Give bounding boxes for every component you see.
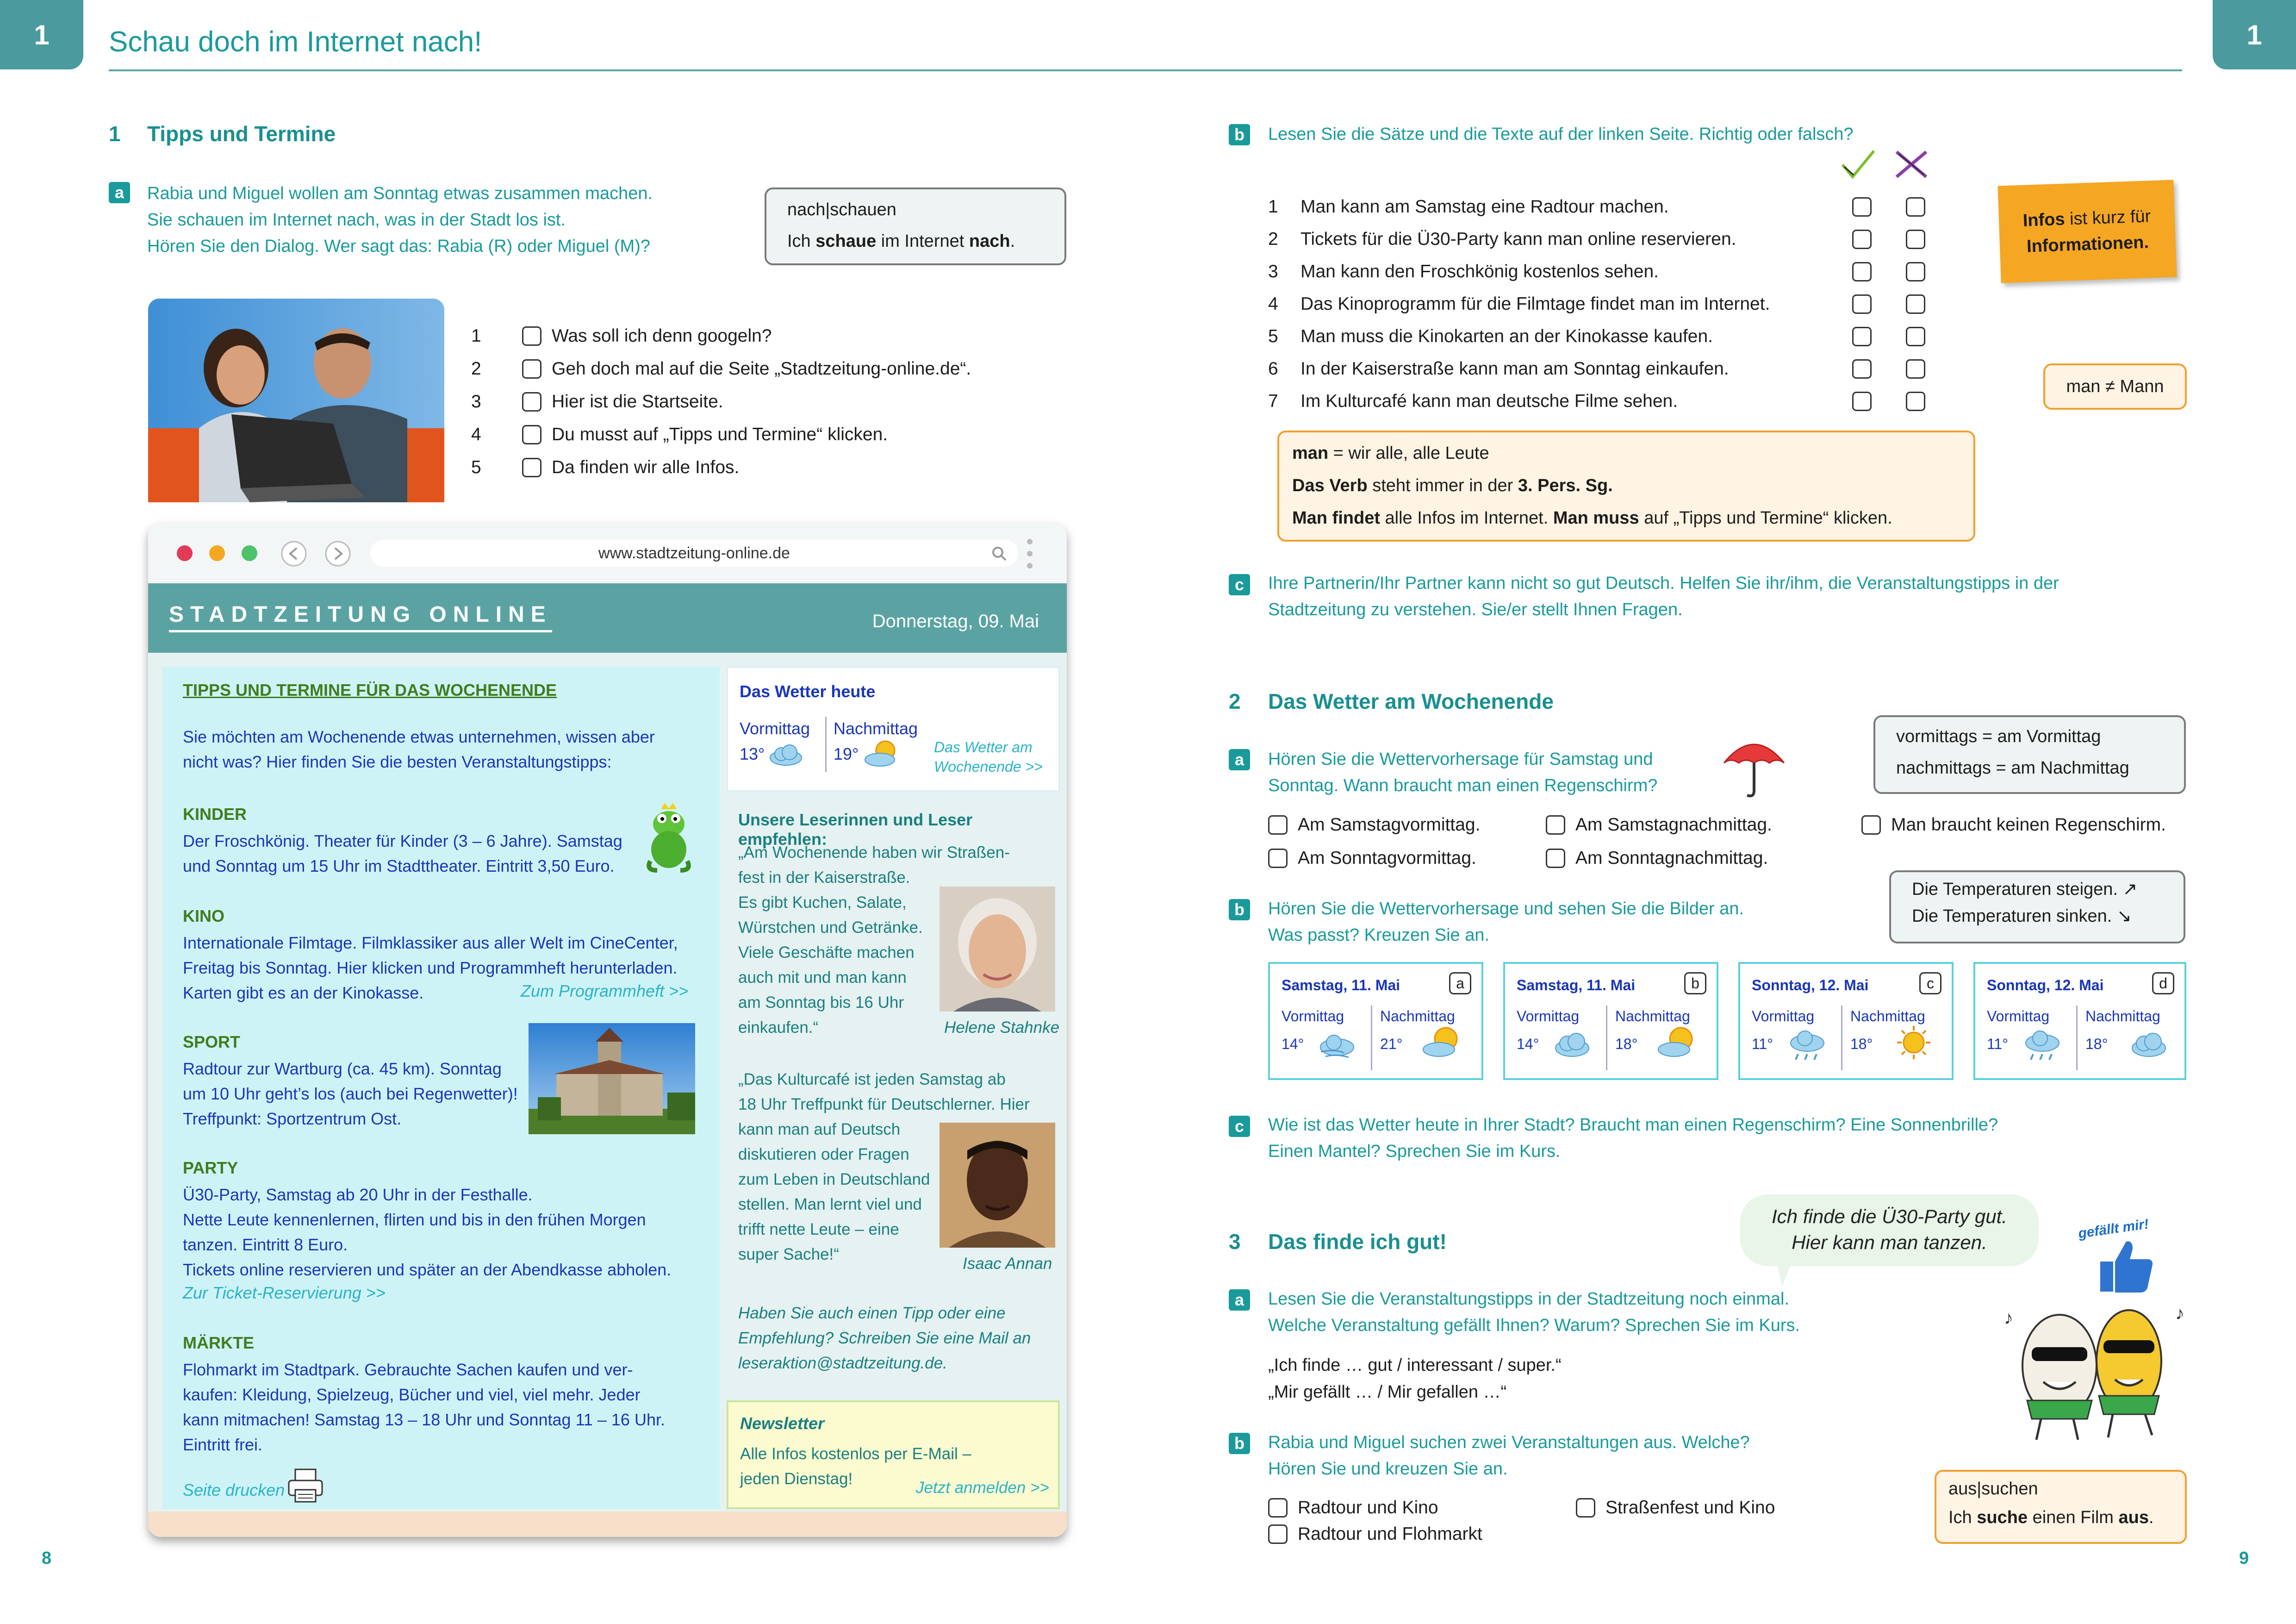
frog-king-icon xyxy=(643,801,694,875)
forecast-temp-morning: 11° xyxy=(1987,1036,2009,1052)
divider xyxy=(1371,1006,1372,1070)
option-samstagnachmittag: Am Samstagnachmittag. xyxy=(1546,815,1772,835)
forecast-card-d xyxy=(1973,962,2186,1080)
back-arrow-icon[interactable] xyxy=(280,541,308,567)
true-checkbox[interactable] xyxy=(1852,327,1872,346)
forecast-tag: b xyxy=(1684,972,1706,994)
task-2c-instruction: Wie ist das Wetter heute in Ihrer Stadt? Braucht man einen Regenschirm? Eine Sonnenbrille? Einen Mantel? Sprechen Sie im Kurs. xyxy=(1268,1115,1998,1161)
list-item: 3 Man kann den Froschkönig kostenlos sehen. xyxy=(1268,262,1925,282)
minimize-dot-icon[interactable] xyxy=(209,545,225,561)
printer-icon[interactable] xyxy=(287,1468,324,1505)
true-checkbox[interactable] xyxy=(1852,230,1872,249)
party-heading: PARTY xyxy=(183,1158,238,1177)
ticket-link[interactable]: Zur Ticket-Reservierung >> xyxy=(183,1283,386,1302)
forecast-card-b xyxy=(1503,962,1718,1080)
divider xyxy=(1606,1006,1607,1070)
section-2-title: Das Wetter am Wochenende xyxy=(1268,689,1554,713)
page-title: Schau doch im Internet nach! xyxy=(109,26,482,58)
chapter-badge-right: 1 xyxy=(2213,0,2296,69)
option-samstagvormittag: Am Samstagvormittag. xyxy=(1268,815,1480,835)
speech-bubble: Ich finde die Ü30-Party gut. Hier kann man tanzen. xyxy=(1740,1194,2039,1266)
checkbox[interactable] xyxy=(1268,1498,1288,1518)
forecast-temp-morning: 14° xyxy=(1517,1036,1539,1052)
task-label-3a: a xyxy=(1229,1289,1250,1311)
forecast-morning-label: Vormittag xyxy=(1517,1008,1580,1024)
forecast-tag: d xyxy=(2152,972,2174,994)
task-3a-instruction: Lesen Sie die Veranstaltungstipps in der Stadtzeitung noch einmal. Welche Veranstaltung gefällt Ihnen? Warum? Sprechen Sie im Kurs. xyxy=(1268,1289,1800,1335)
forecast-afternoon-label: Nachmittag xyxy=(1850,1008,1925,1024)
kinder-heading: KINDER xyxy=(183,805,247,824)
maerkte-text: Flohmarkt im Stadtpark. Gebrauchte Sachen kaufen und ver- kaufen: Kleidung, Spielzeug, Bücher und viel, viel mehr. Jeder kann mitmachen! Samstag 13 – 18 Uhr und Sonntag 11 – 16 Uhr. Eintritt frei. xyxy=(183,1360,665,1454)
checkbox[interactable] xyxy=(1268,815,1288,835)
forecast-morning-label: Vormittag xyxy=(1282,1008,1344,1024)
svg-text:♪: ♪ xyxy=(2175,1303,2184,1324)
print-link[interactable]: Seite drucken xyxy=(183,1480,285,1499)
list-item: 4 Das Kinoprogramm für die Filmtage findet man im Internet. xyxy=(1268,294,1925,314)
menu-dots-icon[interactable] xyxy=(1025,536,1034,573)
weekend-weather-link[interactable]: Das Wetter am Wochenende >> xyxy=(934,739,1043,775)
readers-heading: Unsere Leserinnen und Leser empfehlen: xyxy=(738,810,973,849)
checkbox[interactable] xyxy=(1861,815,1881,835)
weather-card xyxy=(727,667,1060,792)
maximize-dot-icon[interactable] xyxy=(242,545,257,561)
true-checkbox[interactable] xyxy=(1852,294,1872,314)
party-text: Ü30-Party, Samstag ab 20 Uhr in der Festhalle. Nette Leute kennenlernen, flirten und bis in den frühen Morgen tanzen. Eintritt 8 Euro. Tickets online reservieren und später an der Abendkasse abholen. xyxy=(183,1185,672,1279)
newsletter-card xyxy=(727,1400,1060,1509)
forecast-afternoon-label: Nachmittag xyxy=(2085,1008,2160,1024)
task-label-3b: b xyxy=(1229,1433,1250,1454)
option-radtour-flohmarkt: Radtour und Flohmarkt xyxy=(1268,1524,1482,1544)
kinder-text: Der Froschkönig. Theater für Kinder (3 – 6 Jahre). Samstag und Sonntag um 15 Uhr im Stadttheater. Eintritt 3,50 Euro. xyxy=(183,831,622,875)
list-item: 1 Was soll ich denn googeln? xyxy=(471,326,772,346)
newsletter-heading: Newsletter xyxy=(740,1414,825,1433)
task-1b-instruction: Lesen Sie die Sätze und die Texte auf der linken Seite. Richtig oder falsch? xyxy=(1268,125,1854,144)
option-sonntagnachmittag: Am Sonntagnachmittag. xyxy=(1546,848,1768,868)
tips-heading: TIPPS UND TERMINE FÜR DAS WOCHENENDE xyxy=(183,681,557,700)
chapter-badge-left: 1 xyxy=(0,0,83,69)
forecast-tag: c xyxy=(1919,972,1941,994)
section-3-number: 3 xyxy=(1229,1230,1241,1254)
quote-isaac: „Das Kulturcafé ist jeden Samstag ab 18 Uhr Treffpunkt für Deutschlerner. Hier kann man auf Deutsch diskutieren oder Fragen zum Leben in Deutschland stellen. Man lernt viel und trifft nette Leute – eine super Sache!“ xyxy=(738,1070,1030,1263)
tip-prompt: Haben Sie auch einen Tipp oder eine Empfehlung? Schreiben Sie eine Mail an leseraktion@stadtzeitung.de. xyxy=(738,1304,1031,1372)
checkbox[interactable] xyxy=(1546,815,1565,835)
divider xyxy=(825,717,827,772)
site-name: STADTZEITUNG ONLINE xyxy=(169,602,552,632)
section-3-title: Das finde ich gut! xyxy=(1268,1230,1447,1254)
dancing-mascots-illustration xyxy=(1999,1296,2194,1444)
forecast-temp-afternoon: 21° xyxy=(1380,1036,1403,1052)
checkbox[interactable] xyxy=(1546,849,1565,868)
tips-column xyxy=(162,667,720,1509)
task-2b-instruction: Hören Sie die Wettervorhersage und sehen Sie die Bilder an. Was passt? Kreuzen Sie an. xyxy=(1268,899,1744,945)
forecast-morning-label: Vormittag xyxy=(1752,1008,1815,1024)
forecast-temp-afternoon: 18° xyxy=(1850,1036,1873,1052)
checkbox[interactable] xyxy=(522,458,541,477)
newsletter-text: Alle Infos kostenlos per E-Mail – jeden Dienstag! xyxy=(740,1445,971,1488)
divider xyxy=(1841,1006,1842,1070)
checkbox[interactable] xyxy=(522,392,541,412)
list-item: 7 Im Kulturcafé kann man deutsche Filme sehen. xyxy=(1268,391,1925,412)
url-bar[interactable]: www.stadtzeitung-online.de xyxy=(370,540,1018,567)
forecast-morning-label: Vormittag xyxy=(1987,1008,2050,1024)
forecast-day: Samstag, 11. Mai xyxy=(1517,977,1636,993)
forecast-day: Samstag, 11. Mai xyxy=(1282,977,1400,993)
forecast-card-a xyxy=(1268,962,1483,1080)
sun-cloud-icon xyxy=(1420,1024,1467,1061)
tips-intro: Sie möchten am Wochenende etwas unternehmen, wissen aber nicht was? Hier finden Sie die besten Veranstaltungstipps: xyxy=(183,727,655,771)
task-label-2c: c xyxy=(1229,1116,1250,1137)
weather-morning-label: Vormittag xyxy=(740,719,810,738)
sun-cloud-icon xyxy=(1655,1024,1702,1061)
forecast-afternoon-label: Nachmittag xyxy=(1380,1008,1455,1024)
cloud-icon xyxy=(2128,1029,2170,1061)
reader-name-helene: Helene Stahnke xyxy=(944,1018,1060,1037)
true-checkbox[interactable] xyxy=(1852,392,1872,411)
quote-helene: „Am Wochenende haben wir Straßen- fest in der Kaiserstraße. Es gibt Kuchen, Salate, Würstchen und Getränke. Viele Geschäfte machen auch mit und man kann am Sonntag bis 16 Uhr einkaufen.“ xyxy=(738,843,1010,1037)
weather-afternoon-label: Nachmittag xyxy=(834,719,918,738)
section-1-title: Tipps und Termine xyxy=(147,122,336,146)
true-checkbox[interactable] xyxy=(1852,197,1872,217)
readers-card xyxy=(727,799,1060,1393)
cloud-icon xyxy=(767,742,804,768)
list-item: 5 Da finden wir alle Infos. xyxy=(471,457,740,477)
task-1c-instruction: Ihre Partnerin/Ihr Partner kann nicht so gut Deutsch. Helfen Sie ihr/ihm, die Veranstaltungstipps in der Stadtzeitung zu verstehen. Sie/er stellt Ihnen Fragen. xyxy=(1268,574,2059,619)
task-1a-instruction: Rabia und Miguel wollen am Sonntag etwas zusammen machen. Sie schauen im Internet nach, was in der Stadt los ist. Hören Sie den Dialog. Wer sagt das: Rabia (R) oder Miguel (M)? xyxy=(147,184,653,256)
divider xyxy=(2076,1006,2078,1070)
task-label-a: a xyxy=(109,182,130,203)
task-label-1c: c xyxy=(1229,574,1250,595)
rain-cloud-icon xyxy=(1786,1026,1828,1063)
forecast-card-c xyxy=(1738,962,1954,1080)
browser-footer-strip xyxy=(148,1512,1067,1537)
task-3a-examples: „Ich finde … gut / interessant / super.“ „Mir gefällt … / Mir gefallen …“ xyxy=(1268,1355,1562,1402)
false-checkbox[interactable] xyxy=(1906,262,1925,281)
site-date: Donnerstag, 09. Mai xyxy=(872,611,1039,631)
wind-cloud-icon xyxy=(1316,1029,1358,1061)
forecast-tag: a xyxy=(1449,972,1471,994)
forecast-afternoon-label: Nachmittag xyxy=(1615,1008,1690,1024)
couple-laptop-photo xyxy=(148,299,444,502)
man-grammar-box: man = wir alle, alle Leute Das Verb steht immer in der 3. Pers. Sg. Man findet alle Infos im Internet. Man muss auf „Tipps und Termine“ klicken. xyxy=(1277,431,1975,542)
list-item: 4 Du musst auf „Tipps und Termine“ klicken. xyxy=(471,425,888,444)
false-checkbox[interactable] xyxy=(1906,359,1925,379)
wartburg-castle-photo xyxy=(529,1023,695,1134)
temperature-grammar-box: Die Temperaturen steigen. ↗ Die Temperaturen sinken. ↘ xyxy=(1889,870,2185,943)
browser-window xyxy=(148,523,1067,1537)
list-item: 1 Man kann am Samstag eine Radtour machen. xyxy=(1268,197,1925,217)
forecast-temp-afternoon: 18° xyxy=(1615,1036,1638,1052)
option-kein-regenschirm: Man braucht keinen Regenschirm. xyxy=(1861,815,2166,835)
cloud-icon xyxy=(1551,1029,1593,1061)
isaac-portrait-photo xyxy=(940,1123,1055,1248)
false-checkbox[interactable] xyxy=(1906,327,1925,346)
infos-sticky-note: Infos ist kurz für Informationen. xyxy=(1997,180,2177,283)
checkbox[interactable] xyxy=(522,359,541,379)
option-radtour-kino: Radtour und Kino xyxy=(1268,1498,1438,1518)
close-dot-icon[interactable] xyxy=(177,545,193,561)
option-strassenfest-kino: Straßenfest und Kino xyxy=(1576,1498,1775,1518)
list-item: 2 Geh doch mal auf die Seite „Stadtzeitung-online.de“. xyxy=(471,359,971,379)
newsletter-signup-link[interactable]: Jetzt anmelden >> xyxy=(916,1479,1049,1497)
helene-portrait-photo xyxy=(940,887,1055,1012)
true-checkbox[interactable] xyxy=(1852,359,1872,379)
reader-name-isaac: Isaac Annan xyxy=(963,1255,1052,1273)
forecast-temp-morning: 11° xyxy=(1752,1036,1773,1052)
task-label-1b: b xyxy=(1229,124,1250,145)
maerkte-heading: MÄRKTE xyxy=(183,1333,254,1352)
checkbox[interactable] xyxy=(1268,849,1288,868)
site-banner xyxy=(148,583,1067,653)
man-mann-box: man ≠ Mann xyxy=(2043,363,2187,410)
weather-temp-afternoon: 19° xyxy=(834,744,859,763)
gefaellt-mir-label: gefällt mir! xyxy=(2077,1216,2150,1242)
search-icon[interactable] xyxy=(991,546,1007,562)
vormittags-grammar-box: vormittags = am Vormittag nachmittags = am Nachmittag xyxy=(1873,715,2186,794)
checkmark-icon xyxy=(1840,148,1877,181)
rain-cloud-icon xyxy=(2022,1026,2063,1063)
sun-icon xyxy=(1895,1024,1932,1061)
option-sonntagvormittag: Am Sonntagvormittag. xyxy=(1268,848,1476,868)
page-number-left: 8 xyxy=(42,1549,52,1568)
checkbox[interactable] xyxy=(522,326,541,346)
task-2a-instruction: Hören Sie die Wettervorhersage für Samstag und Sonntag. Wann braucht man einen Regenschirm? xyxy=(1268,750,1658,795)
forecast-temp-afternoon: 18° xyxy=(2085,1036,2108,1052)
sport-heading: SPORT xyxy=(183,1032,241,1051)
page-number-right: 9 xyxy=(2239,1549,2249,1568)
weather-temp-morning: 13° xyxy=(740,744,765,763)
list-item: 5 Man muss die Kinokarten an der Kinokasse kaufen. xyxy=(1268,326,1925,347)
sun-cloud-icon xyxy=(862,737,904,770)
forecast-temp-morning: 14° xyxy=(1282,1036,1304,1052)
forecast-day: Sonntag, 12. Mai xyxy=(1987,977,2104,993)
false-checkbox[interactable] xyxy=(1906,230,1925,249)
list-item: 2 Tickets für die Ü30-Party kann man online reservieren. xyxy=(1268,229,1925,250)
task-3b-instruction: Rabia und Miguel suchen zwei Veranstaltungen aus. Welche? Hören Sie und kreuzen Sie an. xyxy=(1268,1433,1750,1479)
false-checkbox[interactable] xyxy=(1906,392,1925,411)
thumbs-up-icon[interactable] xyxy=(2097,1236,2157,1296)
task-label-2b: b xyxy=(1229,899,1250,920)
false-checkbox[interactable] xyxy=(1906,197,1925,217)
section-1-number: 1 xyxy=(109,122,121,146)
kino-heading: KINO xyxy=(183,906,224,925)
task-label-2a: a xyxy=(1229,749,1250,770)
svg-text:♪: ♪ xyxy=(2004,1308,2013,1328)
cross-icon xyxy=(1893,148,1930,181)
header-rule xyxy=(109,69,2182,71)
forecast-day: Sonntag, 12. Mai xyxy=(1752,977,1869,993)
list-item: 3 Hier ist die Startseite. xyxy=(471,392,723,412)
weather-heading: Das Wetter heute xyxy=(740,682,876,701)
forward-arrow-icon[interactable] xyxy=(324,541,352,567)
checkbox[interactable] xyxy=(522,425,541,444)
true-checkbox[interactable] xyxy=(1852,262,1872,281)
grammar-box-nachschauen: nach|schauen Ich schaue im Internet nach. xyxy=(765,187,1066,265)
browser-toolbar xyxy=(148,523,1067,583)
list-item: 6 In der Kaiserstraße kann man am Sonntag einkaufen. xyxy=(1268,359,1925,379)
checkbox[interactable] xyxy=(1576,1498,1595,1518)
aussuchen-grammar-box: aus|suchen Ich suche einen Film aus. xyxy=(1935,1470,2187,1544)
sport-text: Radtour zur Wartburg (ca. 45 km). Sonntag um 10 Uhr geht’s los (auch bei Regenwetter)! Treffpunkt: Sportzentrum Ost. xyxy=(183,1059,518,1128)
kino-text: Internationale Filmtage. Filmklassiker aus aller Welt im CineCenter, Freitag bis Sonntag. Hier klicken und Programmheft herunterladen. Karten gibt es an der Kinokasse. xyxy=(183,933,678,1002)
checkbox[interactable] xyxy=(1268,1524,1288,1544)
program-link[interactable]: Zum Programmheft >> xyxy=(521,981,689,1000)
section-2-number: 2 xyxy=(1229,689,1241,713)
false-checkbox[interactable] xyxy=(1906,294,1925,314)
umbrella-icon xyxy=(1719,731,1789,800)
